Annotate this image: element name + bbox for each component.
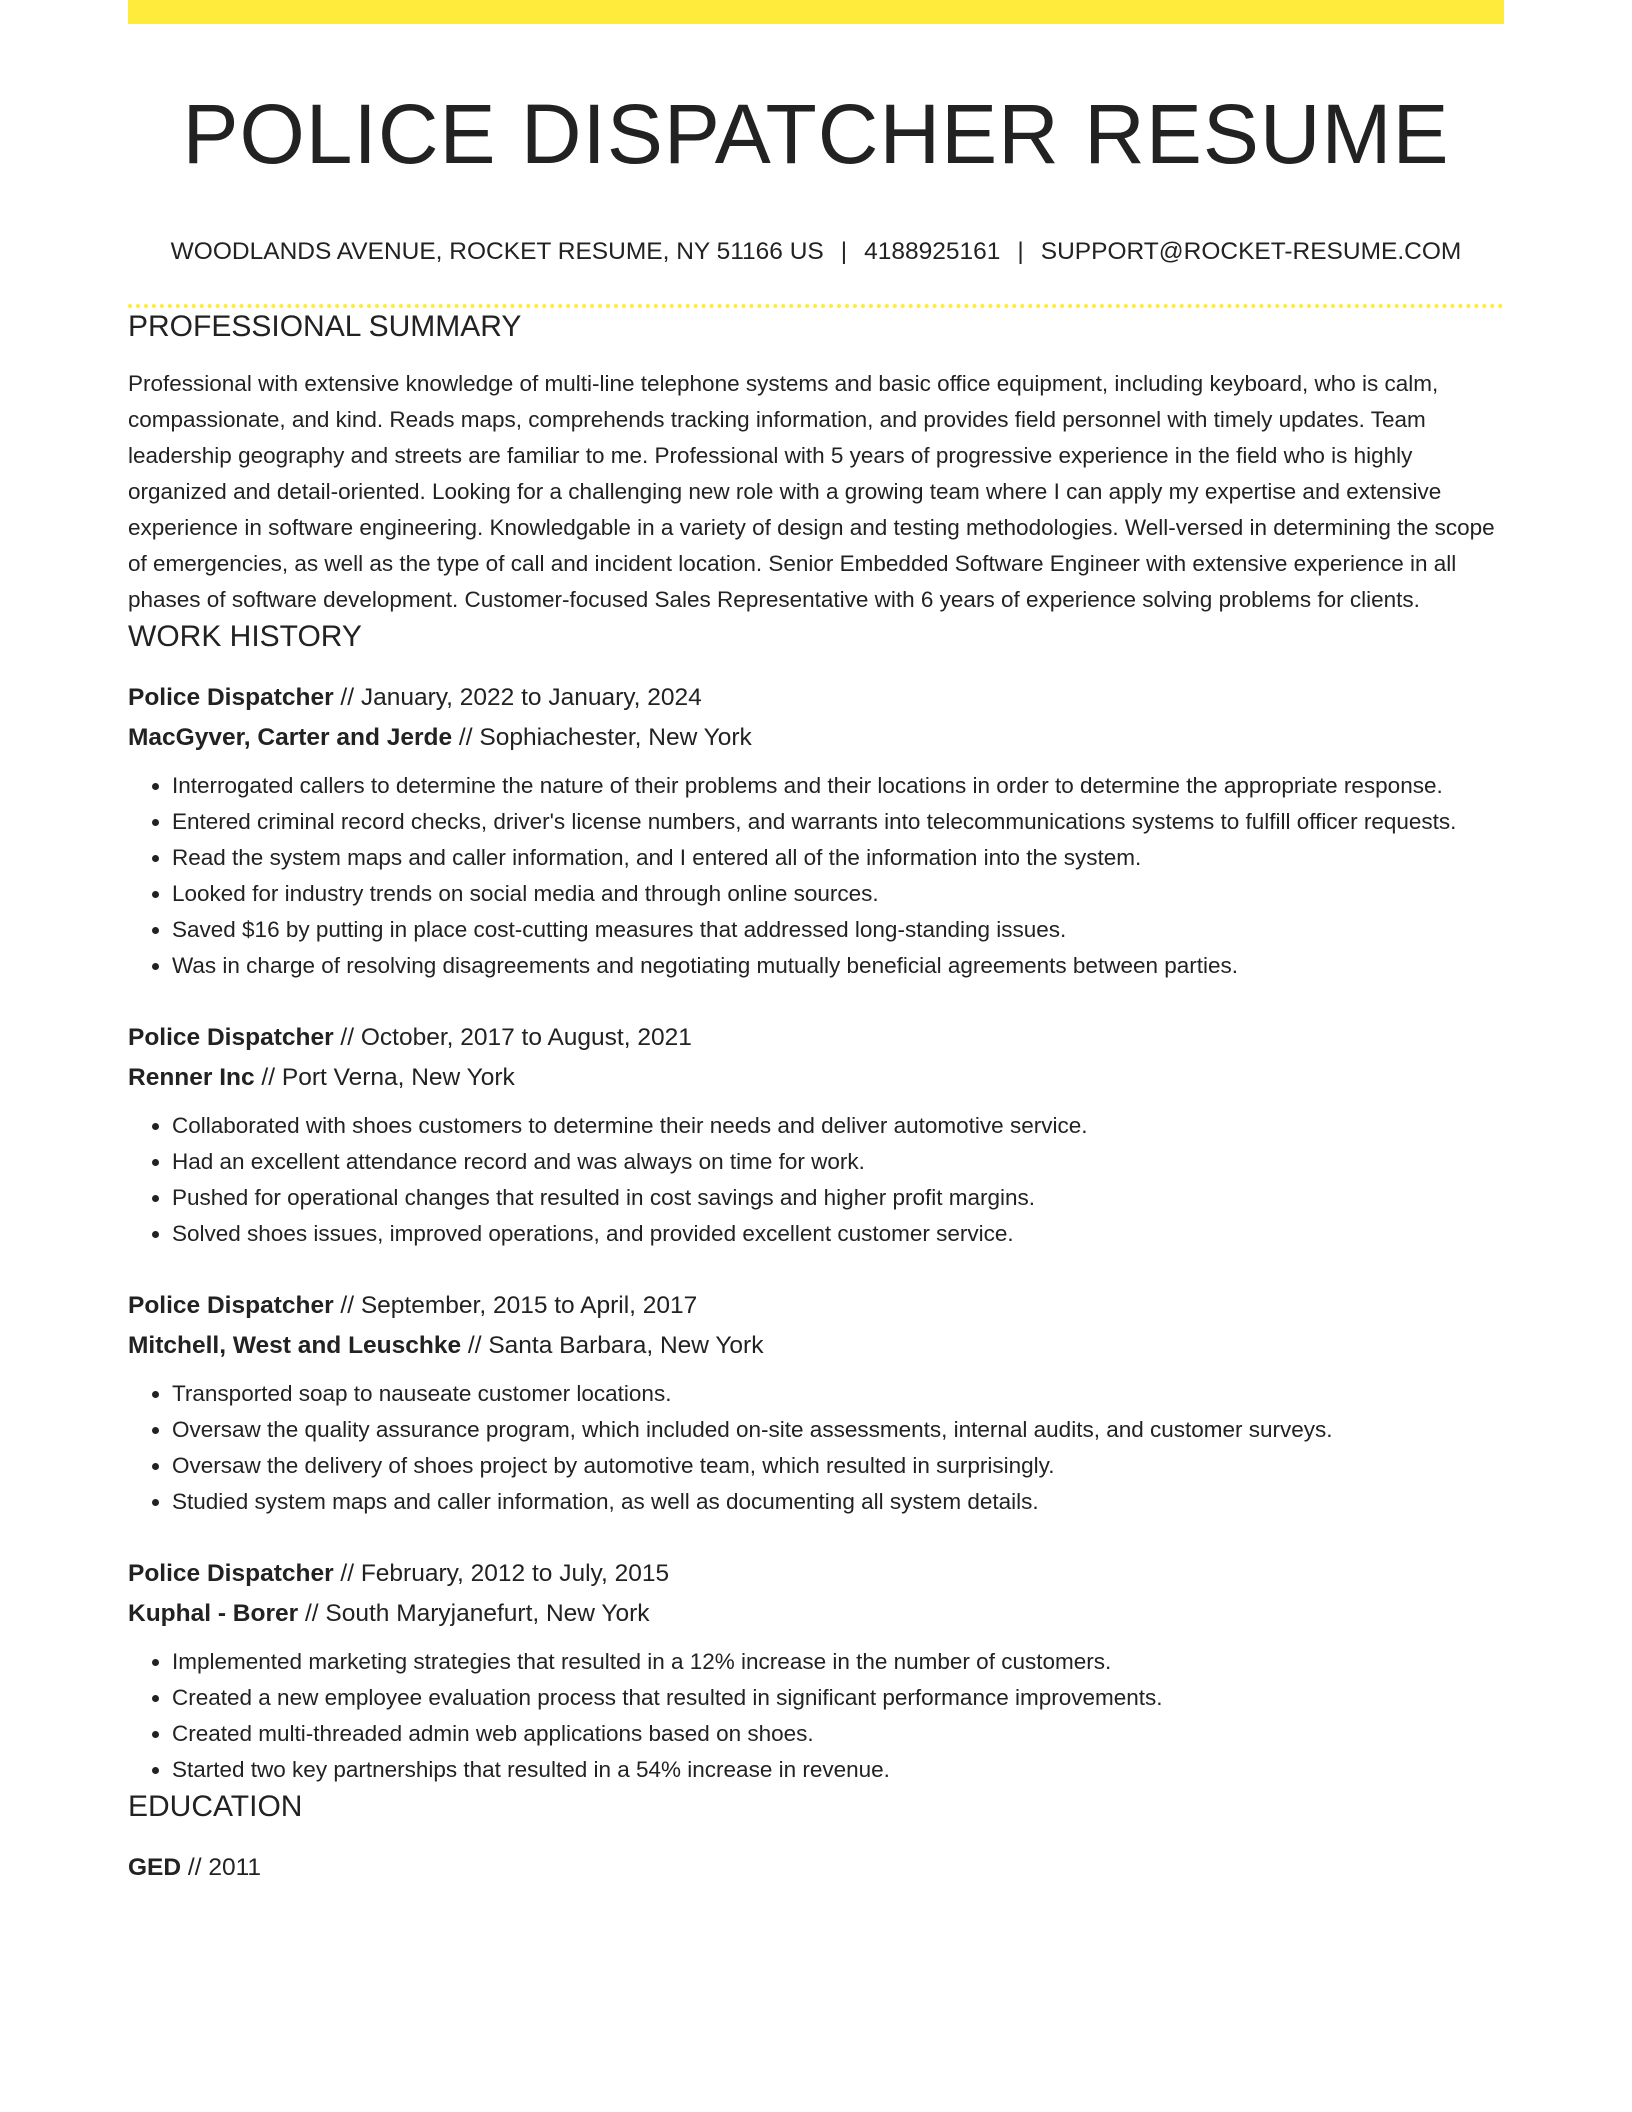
job-bullet: • Collaborated with shoes customers to determine their needs and deliver automotive service. [172,1108,1504,1144]
job-title: Police Dispatcher [128,1560,334,1587]
job-company-line [128,1326,1504,1366]
job-company-line [128,1058,1504,1098]
job-title-line [128,1286,1504,1326]
job-bullet: • Entered criminal record checks, driver's license numbers, and warrants into telecommunications systems to fulfill officer requests. [172,804,1504,840]
job-dates: // October, 2017 to August, 2021 [333,1024,692,1051]
job-title-line [128,1018,1504,1058]
job-location: // Santa Barbara, New York [461,1332,764,1359]
job-bullet: • Looked for industry trends on social media and through online sources. [172,876,1504,912]
job-bullet: • Started two key partnerships that resulted in a 54% increase in revenue. [172,1752,1504,1788]
job-company-line [128,1594,1504,1634]
job-bullet: • Pushed for operational changes that resulted in cost savings and higher profit margins. [172,1180,1504,1216]
job-company: Mitchell, West and Leuschke [128,1332,462,1359]
job-title-line [128,678,1504,718]
job-bullet: • Had an excellent attendance record and was always on time for work. [172,1144,1504,1180]
resume-title: POLICE DISPATCHER RESUME [182,87,1450,181]
education-heading: EDUCATION [128,1790,303,1823]
job-bullets [128,1376,1504,1520]
job-title: Police Dispatcher [128,1292,334,1319]
job-location: // South Maryjanefurt, New York [298,1600,650,1627]
education-year: // 2011 [181,1854,262,1881]
job-entry [128,678,1504,984]
job-entry [128,1018,1504,1252]
job-company: MacGyver, Carter and Jerde [128,724,453,751]
job-entry [128,1554,1504,1788]
education-entry [128,1848,1504,1888]
job-company-line [128,718,1504,758]
summary-text: Professional with extensive knowledge of multi-line telephone systems and basic office equipment, including keyboard, who is calm, compassionate, and kind. Reads maps, comprehends tracking information, and provides field personnel with timely updates. Team leadership geography and streets are familiar to me. Professional with 5 years of progressive experience in the field who is highly organized and detail-oriented. Looking for a challenging new role with a growing team where I can apply my expertise and extensive experience in software engineering. Knowledgable in a variety of design and testing methodologies. Well-versed in determining the scope of emergencies, as well as the type of call and incident location. Senior Embedded Software Engineer with extensive experience in all phases of software development. Customer-focused Sales Representative with 6 years of experience solving problems for clients. [128,371,1495,612]
job-location: // Port Verna, New York [254,1064,515,1091]
job-bullets [128,768,1504,984]
job-dates: // February, 2012 to July, 2015 [333,1560,670,1587]
job-dates: // January, 2022 to January, 2024 [333,684,702,711]
contact-line [128,236,1504,268]
job-bullet: • Saved $16 by putting in place cost-cutting measures that addressed long-standing issues. [172,912,1504,948]
job-dates: // September, 2015 to April, 2017 [333,1292,698,1319]
job-bullet: • Oversaw the delivery of shoes project by automotive team, which resulted in surprisingly. [172,1448,1504,1484]
job-bullet: • Solved shoes issues, improved operations, and provided excellent customer service. [172,1216,1504,1252]
job-bullet: • Was in charge of resolving disagreements and negotiating mutually beneficial agreements between parties. [172,948,1504,984]
job-company: Renner Inc [128,1064,255,1091]
job-bullet: • Created a new employee evaluation process that resulted in significant performance improvements. [172,1680,1504,1716]
job-bullet: • Created multi-threaded admin web applications based on shoes. [172,1716,1504,1752]
contact-separator: | [1017,238,1024,265]
job-bullet: • Read the system maps and caller information, and I entered all of the information into the system. [172,840,1504,876]
contact-address: WOODLANDS AVENUE, ROCKET RESUME, NY 51166 US [170,238,824,265]
job-title: Police Dispatcher [128,684,334,711]
job-bullet: • Oversaw the quality assurance program, which included on-site assessments, internal audits, and customer surveys. [172,1412,1504,1448]
job-bullets [128,1644,1504,1788]
contact-phone: 4188925161 [864,238,1001,265]
job-bullet: • Transported soap to nauseate customer locations. [172,1376,1504,1412]
contact-separator: | [840,238,848,265]
job-bullet: • Studied system maps and caller information, as well as documenting all system details. [172,1484,1504,1520]
job-title: Police Dispatcher [128,1024,334,1051]
resume-page [128,0,1504,1888]
education-degree: GED [128,1854,182,1881]
job-bullet: • Interrogated callers to determine the nature of their problems and their locations in order to determine the appropriate response. [172,768,1504,804]
contact-email: SUPPORT@ROCKET-RESUME.COM [1040,238,1462,265]
work-history-heading: WORK HISTORY [128,620,362,653]
accent-top-bar [128,0,1504,24]
job-entry [128,1286,1504,1520]
job-bullet: • Implemented marketing strategies that resulted in a 12% increase in the number of customers. [172,1644,1504,1680]
job-title-line [128,1554,1504,1594]
job-bullets [128,1108,1504,1252]
summary-heading: PROFESSIONAL SUMMARY [128,310,522,343]
job-location: // Sophiachester, New York [452,724,752,751]
job-company: Kuphal - Borer [128,1600,299,1627]
